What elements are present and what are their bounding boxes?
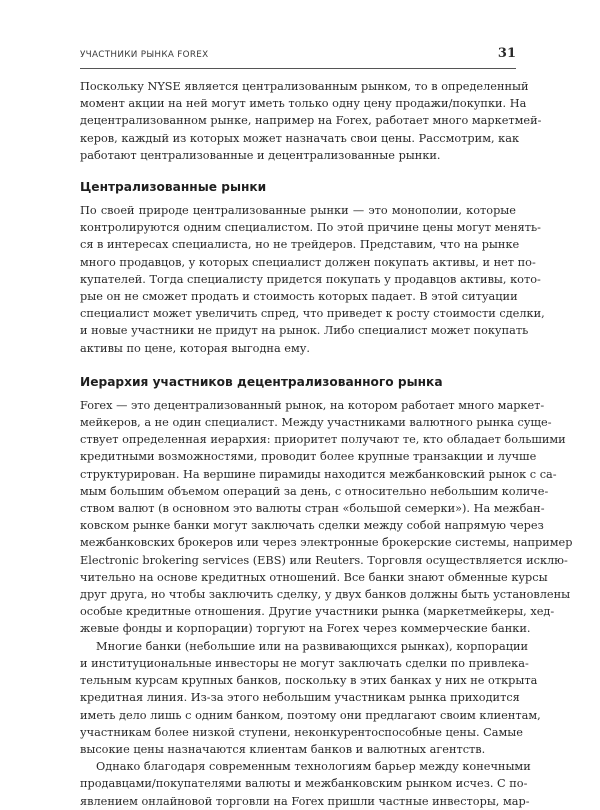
text-line: рые он не сможет продать и стоимость которых падает. В этой ситуации [80, 290, 518, 304]
section-heading-centralized: Централизованные рынки [80, 180, 267, 195]
section2-paragraph-1 [80, 397, 573, 638]
text-line: момент акции на ней могут иметь только одну цену продажи/покупки. На [80, 97, 527, 111]
text-line: кредитными возможностями, проводит более крупные транзакции и лучше [80, 450, 537, 464]
text-line: Поскольку NYSE является централизованным рынком, то в определенный [80, 80, 529, 93]
header-rule [80, 68, 516, 69]
page-number: 31 [497, 46, 516, 61]
text-line: ся в интересах специалиста, но не трейдеров. Представим, что на рынке [80, 238, 520, 252]
section2-paragraph-3 [80, 758, 531, 810]
intro-paragraph [80, 78, 542, 164]
text-line: явлением онлайновой торговли на Forex пришли частные инвесторы, мар- [80, 794, 530, 808]
text-line: иметь дело лишь с одним банком, поэтому они предлагают своим клиентам, [80, 708, 541, 722]
text-line: купателей. Тогда специалисту придется покупать у продавцов активы, кото- [80, 272, 541, 286]
text-line: ствует определенная иерархия: приоритет получают те, кто обладает большими [80, 433, 566, 447]
running-title: УЧАСТНИКИ РЫНКА FOREX [80, 50, 209, 60]
text-line: и новые участники не придут на рынок. Либо специалист может покупать [80, 324, 529, 338]
section1-paragraph [80, 202, 545, 357]
text-line: продавцами/покупателями валюты и межбанковским рынком исчез. С по- [80, 777, 528, 791]
running-head [80, 46, 516, 66]
text-line: ковском рынке банки могут заключать сделки между собой напрямую через [80, 519, 544, 533]
text-line: Electronic brokering services (EBS) или Reuters. Торговля осуществляется исклю- [80, 553, 568, 567]
page-content [80, 78, 573, 810]
text-line: ством валют (в основном это валюты стран «большой семерки»). На межбан- [80, 502, 545, 516]
section2-paragraph-2 [80, 638, 541, 758]
text-line: мейкеров, а не один специалист. Между участниками валютного рынка суще- [80, 416, 552, 430]
text-line: высокие цены назначаются клиентам банков и валютных агентств. [80, 742, 486, 756]
text-line: и институциональные инвесторы не могут заключать сделки по привлека- [80, 656, 529, 670]
text-line: друг друга, но чтобы заключить сделку, у двух банков должны быть установлены [80, 588, 571, 602]
section-heading-hierarchy: Иерархия участников децентрализованного рынка [80, 374, 443, 389]
text-line: особые кредитные отношения. Другие участники рынка (маркетмейкеры, хед- [80, 605, 555, 619]
text-line: кредитная линия. Из-за этого небольшим участникам рынка приходится [80, 691, 520, 705]
text-line: По своей природе централизованные рынки — это монополии, которые [80, 204, 516, 218]
text-line: Однако благодаря современным технологиям барьер между конечными [96, 760, 531, 774]
text-line: мым большим объемом операций за день, с относительно небольшим количе- [80, 484, 549, 498]
text-line: много продавцов, у которых специалист должен покупать активы, и нет по- [80, 255, 536, 269]
text-line: активы по цене, которая выгодна ему. [80, 341, 310, 355]
text-line: работают централизованные и децентрализованные рынки. [80, 148, 441, 162]
text-line: контролируются одним специалистом. По этой причине цены могут менять- [80, 221, 541, 235]
text-line: жевые фонды и корпорации) торгуют на Forex через коммерческие банки. [80, 622, 531, 636]
text-line: керов, каждый из которых может назначать свои цены. Рассмотрим, как [80, 131, 520, 145]
text-line: структурирован. На вершине пирамиды находится межбанковский рынок с са- [80, 467, 557, 481]
text-line: чительно на основе кредитных отношений. Все банки знают обменные курсы [80, 570, 548, 584]
text-line: Многие банки (небольшие или на развивающихся рынках), корпорации [96, 639, 529, 653]
text-line: участникам более низкой ступени, неконкурентоспособные цены. Самые [80, 725, 523, 739]
text-line: децентрализованном рынке, например на Forex, работает много маркетмей- [80, 114, 542, 128]
text-line: тельным курсам крупных банков, поскольку в этих банках у них не открыта [80, 674, 538, 688]
text-line: Forex — это децентрализованный рынок, на котором работает много маркет- [80, 398, 545, 412]
text-line: специалист может увеличить спред, что приведет к росту стоимости сделки, [80, 307, 545, 321]
text-line: межбанковских брокеров или через электронные брокерские системы, например [80, 536, 573, 550]
